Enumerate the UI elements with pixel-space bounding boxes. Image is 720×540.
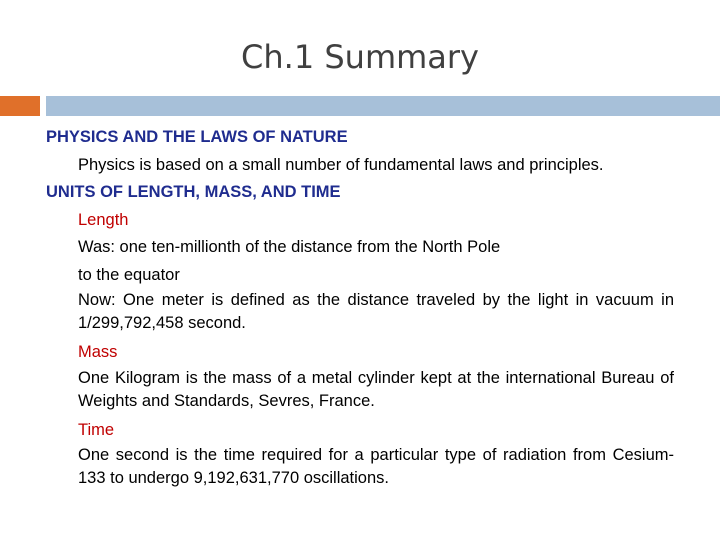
- slide-body: [46, 124, 674, 494]
- length-now-text: Now: One meter is defined as the distance traveled by the light in vacuum in 1/299,792,458 second.: [78, 291, 674, 332]
- mass-label: Mass: [78, 343, 118, 361]
- physics-laws-text: Physics is based on a small number of fundamental laws and principles.: [78, 155, 604, 174]
- time-text: One second is the time required for a particular type of radiation from Cesium-133 to undergo 9,192,631,770 oscillations.: [78, 446, 674, 487]
- mass-text: One Kilogram is the mass of a metal cylinder kept at the international Bureau of Weights and Standards, Sevres, France.: [78, 368, 674, 410]
- accent-bar-blue: [46, 96, 720, 116]
- length-was-line1: Was: one ten-millionth of the distance from the North Pole: [78, 238, 501, 256]
- slide-title: Ch.1 Summary: [241, 38, 479, 76]
- length-label: Length: [78, 210, 129, 229]
- time-label: Time: [78, 420, 115, 439]
- section-heading-physics-laws: PHYSICS AND THE LAWS OF NATURE: [46, 128, 348, 146]
- accent-bar-orange: [0, 96, 40, 116]
- section-heading-units: UNITS OF LENGTH, MASS, AND TIME: [46, 183, 341, 201]
- length-was-line2: to the equator: [78, 265, 180, 284]
